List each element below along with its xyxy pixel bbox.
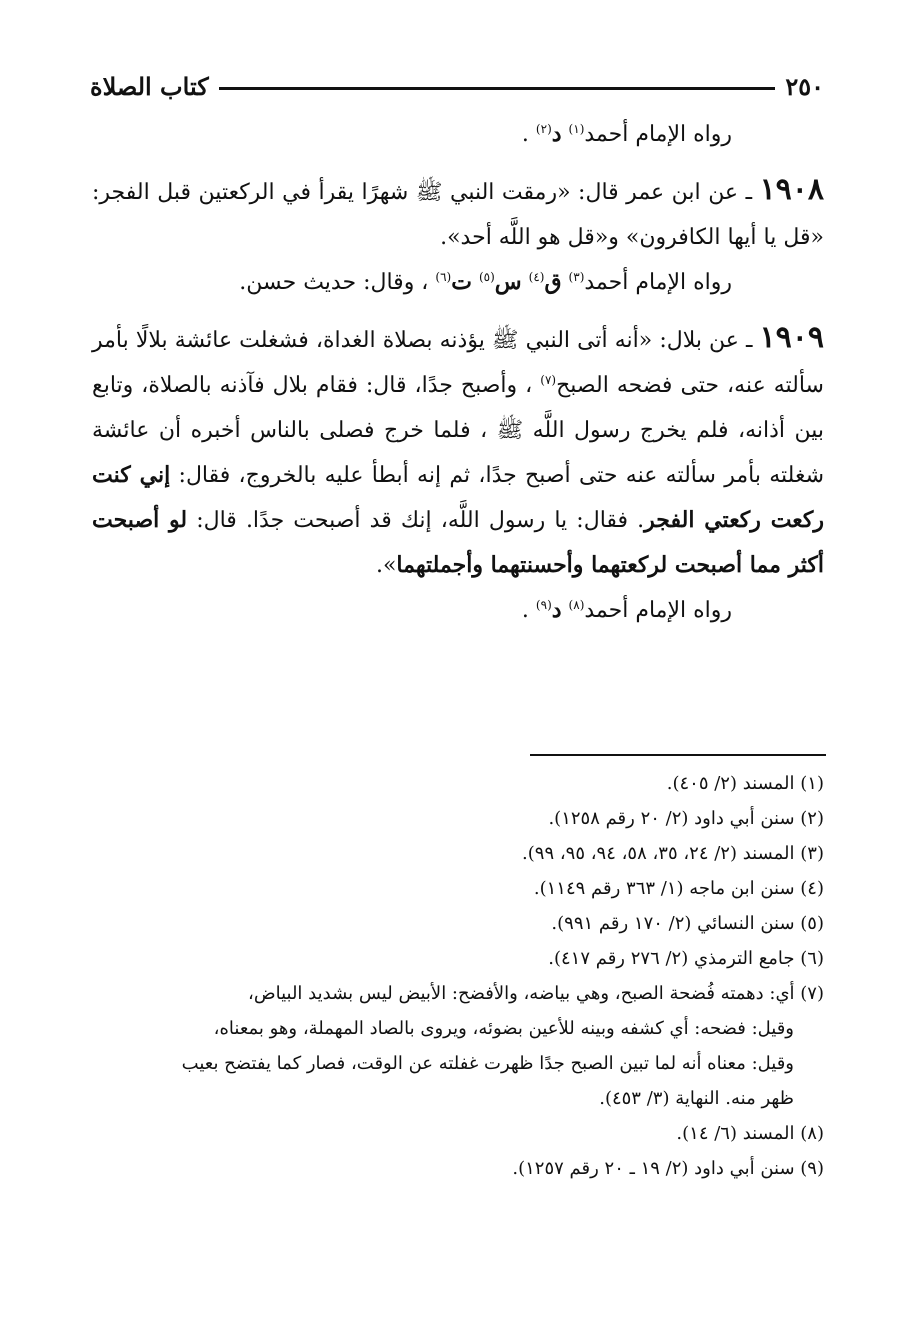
footnote-6: (٦) جامع الترمذي (٢/ ٢٧٦ رقم ٤١٧).: [548, 948, 824, 969]
page-number: ٢٥٠: [785, 71, 824, 101]
footnote-7-line-2: وقيل: فضحه: أي كشفه وبينه للأعين بضوئه، ويروى بالصاد المهملة، وهو بمعناه،: [213, 1018, 794, 1039]
source-line-1907: رواه الإمام أحمد$^{(١)}$ د$^{(٢)}$ .: [521, 121, 732, 147]
footnote-9: (٩) سنن أبي داود (٢/ ١٩ ـ ٢٠ رقم ١٢٥٧).: [512, 1158, 824, 1179]
running-header: [90, 68, 824, 104]
hadith-1908: ١٩٠٨ ـ عن ابن عمر قال: «رمقت النبي ﷺ شهرًا يقرأ في الركعتين قبل الفجر: «قل يا أيها الكافرون» و«قل هو اللَّه أحد».: [92, 172, 825, 250]
footnote-8: (٨) المسند (٦/ ١٤).: [676, 1123, 824, 1144]
source-line-1909: رواه الإمام أحمد$^{(٨)}$ د$^{(٩)}$ .: [521, 597, 732, 623]
hadith-1909: ١٩٠٩ ـ عن بلال: «أنه أتى النبي ﷺ يؤذنه بصلاة الغداة، فشغلت عائشة بلالًا بأمر سألته عنه، حتى فضحه الصبح$^{(٧)}$ ، وأصبح جدًا، قال: فقام بلال فآذنه بالصلاة، وتابع بين أذانه، فلم يخرج رسول اللَّه ﷺ ، فلما خرج فصلى بالناس أخبره أن عائشة شغلته بأمر سألته عنه حتى أصبح جدًا، ثم إنه أبطأ عليه بالخروج، فقال: إني كنت ركعت ركعتي الفجر. فقال: يا رسول اللَّه، إنك قد أصبحت جدًا. قال: لو أصبحت أكثر مما أصبحت لركعتهما وأحسنتهما وأجملتهما».: [92, 320, 825, 578]
footnote-7-line-3: وقيل: معناه أنه لما تبين الصبح جدًا ظهرت غفلته عن الوقت، فصار كما يفتضح بعيب: [181, 1053, 794, 1074]
hadith-number-1908: ١٩٠٨: [759, 172, 825, 207]
main-text: [92, 112, 824, 633]
footnote-7: (٧) أي: دهمته فُضحة الصبح، وهي بياضه، والأفضح: الأبيض ليس بشديد البياض،: [248, 983, 824, 1004]
source-line-1908: رواه الإمام أحمد$^{(٣)}$ ق$^{(٤)}$ س$^{(٥)}$ ت$^{(٦)}$ ، وقال: حديث حسن.: [239, 269, 732, 295]
footnote-1: (١) المسند (٢/ ٤٠٥).: [666, 773, 824, 794]
footnote-5: (٥) سنن النسائي (٢/ ١٧٠ رقم ٩٩١).: [551, 913, 824, 934]
book-title: كتاب الصلاة: [90, 71, 209, 101]
footnote-divider: [530, 754, 826, 756]
hadith-number-1909: ١٩٠٩: [759, 320, 824, 355]
footnote-3: (٣) المسند (٢/ ٢٤، ٣٥، ٥٨، ٩٤، ٩٥، ٩٩).: [522, 843, 824, 864]
footnote-2: (٢) سنن أبي داود (٢/ ٢٠ رقم ١٢٥٨).: [548, 808, 824, 829]
bold-quote-2: لو أصبحت أكثر مما أصبحت لركعتهما وأحسنتهما وأجملتهما: [92, 507, 824, 578]
bold-quote-1: إني كنت ركعت ركعتي الفجر: [92, 462, 825, 533]
header-rule: [219, 87, 776, 90]
footnotes: [92, 766, 824, 1186]
footnote-7-line-4: ظهر منه. النهاية (٣/ ٤٥٣).: [599, 1088, 794, 1109]
footnote-4: (٤) سنن ابن ماجه (١/ ٣٦٣ رقم ١١٤٩).: [533, 878, 824, 899]
